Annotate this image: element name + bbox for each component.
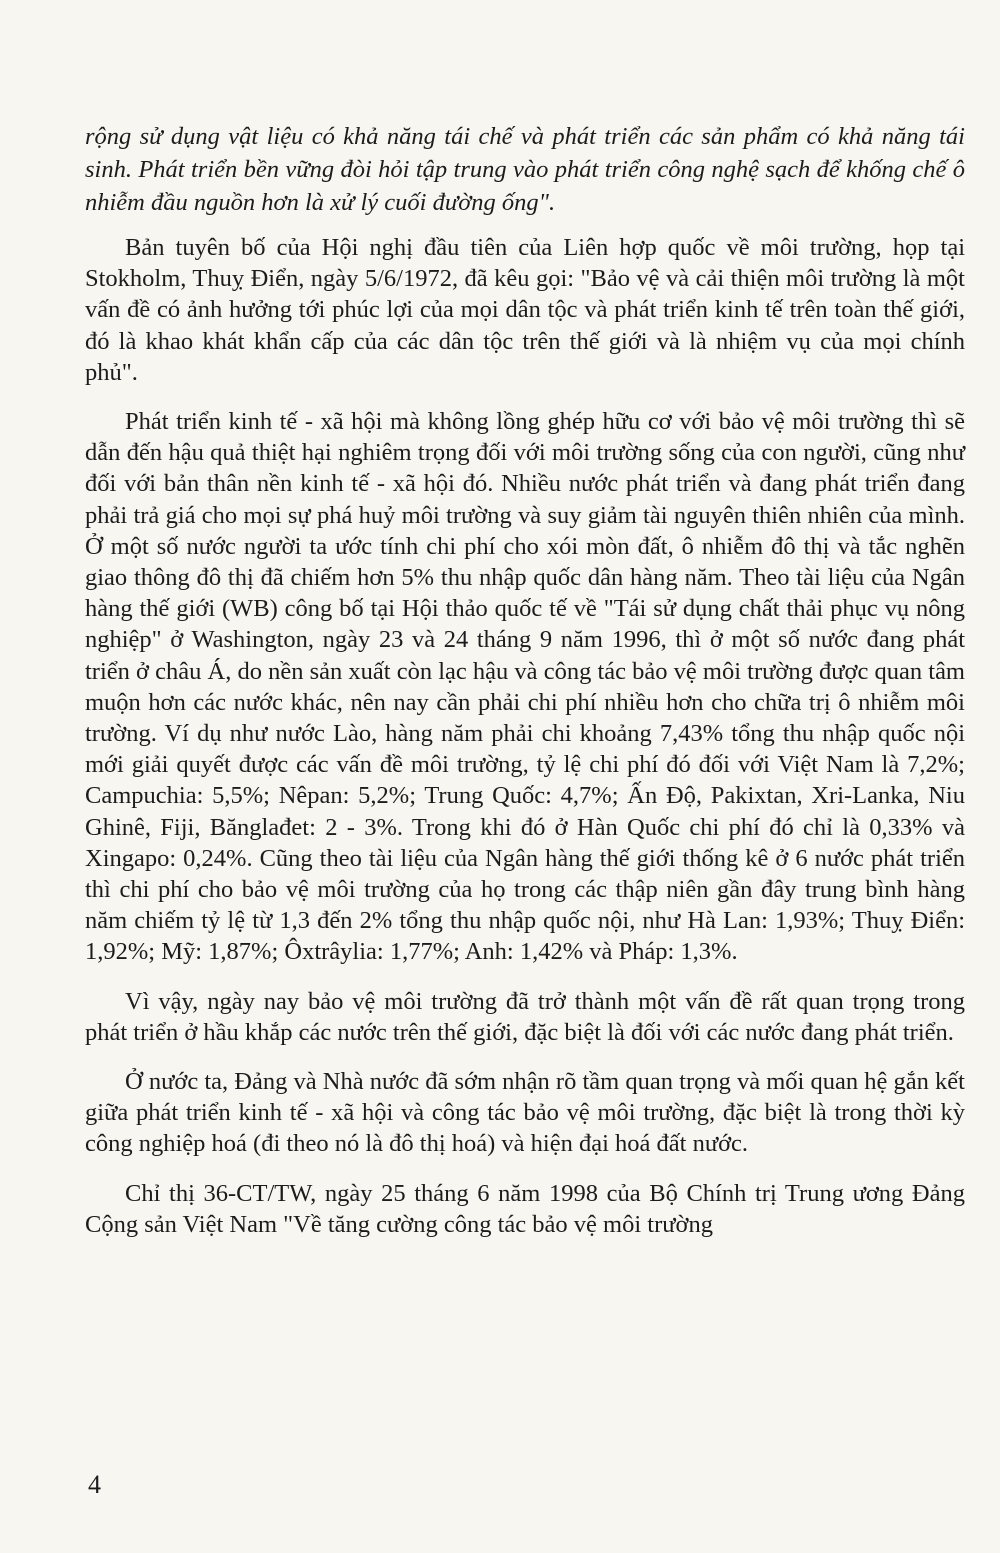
paragraph-importance: Vì vậy, ngày nay bảo vệ môi trường đã trở thành một vấn đề rất quan trọng trong phát triển ở hầu khắp các nước trên thế giới, đặc biệt là đối với các nước đang phát triển. [85, 987, 965, 1046]
body-text [85, 232, 965, 1258]
paragraph-environmental-costs: Phát triển kinh tế - xã hội mà không lồng ghép hữu cơ với bảo vệ môi trường thì sẽ dẫn đến hậu quả thiệt hại nghiêm trọng đối với môi trường sống của con người, cũng như đối với bản thân nền kinh tế - xã hội đó. Nhiều nước phát triển và đang phát triển đang phải trả giá cho mọi sự phá huỷ môi trường và suy giảm tài nguyên thiên nhiên của mình. Ở một số nước người ta ước tính chi phí cho xói mòn đất, ô nhiễm đô thị và tắc nghẽn giao thông đô thị đã chiếm hơn 5% thu nhập quốc dân hàng năm. Theo tài liệu của Ngân hàng thế giới (WB) công bố tại Hội thảo quốc tế về "Tái sử dụng chất thải phục vụ nông nghiệp" ở Washington, ngày 23 và 24 tháng 9 năm 1996, thì ở một số nước đang phát triển ở châu Á, do nền sản xuất còn lạc hậu và công tác bảo vệ môi trường được quan tâm muộn hơn các nước khác, nên nay cần phải chi phí nhiều hơn cho chữa trị ô nhiễm môi trường. Ví dụ như nước Lào, hàng năm phải chi khoảng 7,43% tổng thu nhập quốc nội mới giải quyết được các vấn đề môi trường, tỷ lệ chi phí đó đối với Việt Nam là 7,2%; Campuchia: 5,5%; Nêpan: 5,2%; Trung Quốc: 4,7%; Ấn Độ, Pakixtan, Xri-Lanka, Niu Ghinê, Fiji, Bănglađet: 2 - 3%. Trong khi đó ở Hàn Quốc chi phí đó chỉ là 0,33% và Xingapo: 0,24%. Cũng theo tài liệu của Ngân hàng thế giới thống kê ở 6 nước phát triển thì chi phí cho bảo vệ môi trường của họ trong các thập niên gần đây trung bình hàng năm chiếm tỷ lệ từ 1,3 đến 2% tổng thu nhập quốc nội, như Hà Lan: 1,93%; Thuỵ Điển: 1,92%; Mỹ: 1,87%; Ôxtrâylia: 1,77%; Anh: 1,42% và Pháp: 1,3%. [85, 408, 965, 966]
paragraph-stockholm-declaration: Bản tuyên bố của Hội nghị đầu tiên của Liên hợp quốc về môi trường, họp tại Stokholm, Thuỵ Điển, ngày 5/6/1972, đã kêu gọi: "Bảo vệ và cải thiện môi trường là một vấn đề có ảnh hưởng tới phúc lợi của mọi dân tộc và phát triển kinh tế trên toàn thế giới, đó là khao khát khẩn cấp của các dân tộc trên thế giới và là nhiệm vụ của mọi chính phủ". [85, 234, 965, 386]
quote-block [85, 120, 965, 219]
paragraph-directive-36: Chỉ thị 36-CT/TW, ngày 25 tháng 6 năm 1998 của Bộ Chính trị Trung ương Đảng Cộng sản Việt Nam "Về tăng cường công tác bảo vệ môi trường [85, 1179, 965, 1238]
quote-paragraph: rộng sử dụng vật liệu có khả năng tái chế và phát triển các sản phẩm có khả năng tái sinh. Phát triển bền vững đòi hỏi tập trung vào phát triển công nghệ sạch để khống chế ô nhiễm đầu nguồn hơn là xử lý cuối đường ống". [85, 123, 965, 216]
page-number: 4 [88, 1470, 101, 1499]
paragraph-vietnam-policy: Ở nước ta, Đảng và Nhà nước đã sớm nhận rõ tầm quan trọng và mối quan hệ gắn kết giữa phát triển kinh tế - xã hội và công tác bảo vệ môi trường, đặc biệt là trong thời kỳ công nghiệp hoá (đi theo nó là đô thị hoá) và hiện đại hoá đất nước. [85, 1068, 965, 1158]
